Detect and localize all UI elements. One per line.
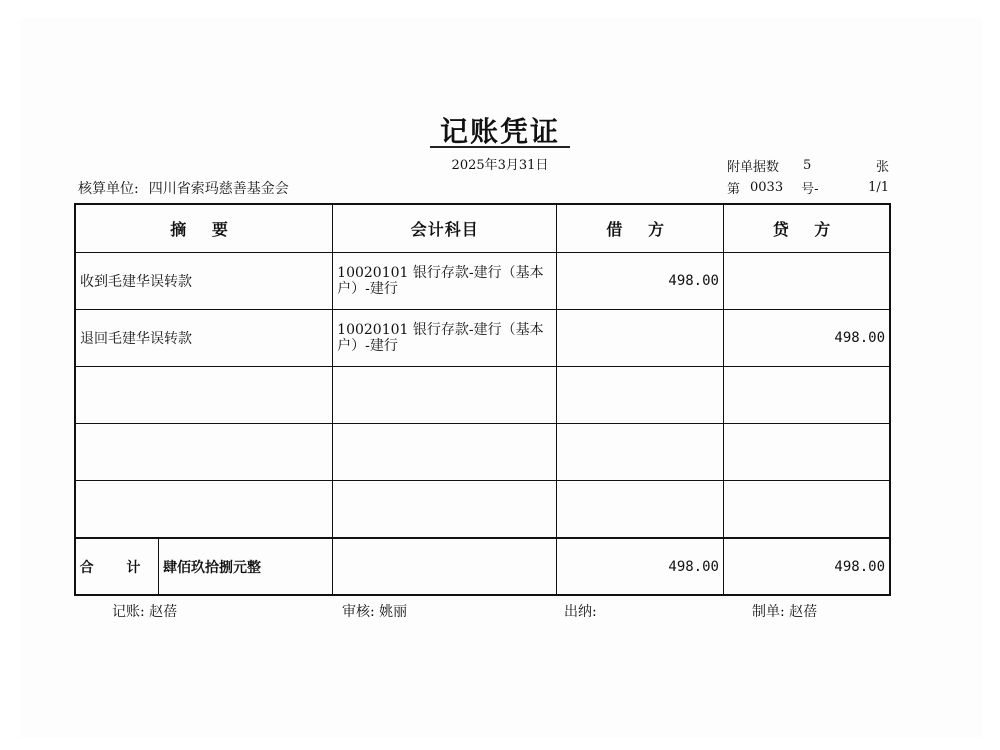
accounting-unit-label: 核算单位: [78, 181, 139, 197]
title-underline [430, 146, 570, 148]
header-credit: 贷 方 [723, 204, 890, 253]
row-debit [557, 481, 724, 539]
signature-footer [74, 601, 891, 623]
header-account: 会计科目 [333, 204, 557, 253]
row-account [333, 424, 557, 481]
row-debit: 498.00 [557, 253, 724, 310]
table-header-row [75, 204, 890, 253]
row-account: 10020101 银行存款-建行（基本户）-建行 [333, 253, 557, 310]
total-credit: 498.00 [723, 538, 890, 595]
row-summary: 退回毛建华误转款 [75, 310, 333, 367]
total-row [75, 538, 890, 595]
total-debit: 498.00 [557, 538, 724, 595]
header-summary: 摘 要 [75, 204, 333, 253]
voucher-page: 1/1 [868, 179, 889, 195]
attachment-info [727, 154, 889, 198]
total-cell [75, 538, 333, 595]
attachment-count: 5 [803, 157, 812, 173]
bookkeeper: 记账: 赵蓓 [112, 604, 178, 620]
voucher-table [74, 203, 891, 596]
row-credit [723, 481, 890, 539]
row-debit [557, 367, 724, 424]
voucher-no-suffix: 号- [801, 181, 819, 197]
table-row [75, 253, 890, 310]
voucher-number: 0033 [750, 179, 784, 195]
row-debit [557, 310, 724, 367]
accounting-unit-value: 四川省索玛慈善基金会 [148, 181, 289, 197]
voucher-no-prefix: 第 [727, 181, 741, 197]
total-account-blank [333, 538, 557, 595]
row-credit [723, 253, 890, 310]
row-account [333, 367, 557, 424]
table-row [75, 310, 890, 367]
header-debit: 借 方 [557, 204, 724, 253]
table-row [75, 367, 890, 424]
total-amount-words: 肆佰玖拾捌元整 [163, 559, 261, 576]
voucher-date: 2025年3月31日 [451, 158, 549, 173]
row-credit [723, 367, 890, 424]
total-label: 合 计 [76, 539, 159, 594]
row-summary [75, 367, 333, 424]
attachment-unit: 张 [875, 159, 889, 175]
table-row [75, 481, 890, 539]
table-row [75, 424, 890, 481]
cashier: 出纳: [564, 604, 597, 620]
row-summary [75, 481, 333, 539]
row-credit [723, 424, 890, 481]
voucher-title: 记账凭证 [439, 115, 560, 148]
row-debit [557, 424, 724, 481]
row-summary [75, 424, 333, 481]
row-account: 10020101 银行存款-建行（基本户）-建行 [333, 310, 557, 367]
row-account [333, 481, 557, 539]
row-credit: 498.00 [723, 310, 890, 367]
row-summary: 收到毛建华误转款 [75, 253, 333, 310]
accounting-unit [78, 178, 289, 198]
reviewer: 审核: 姚丽 [342, 604, 408, 620]
preparer: 制单: 赵蓓 [752, 604, 818, 620]
attachment-label: 附单据数 [727, 159, 780, 175]
